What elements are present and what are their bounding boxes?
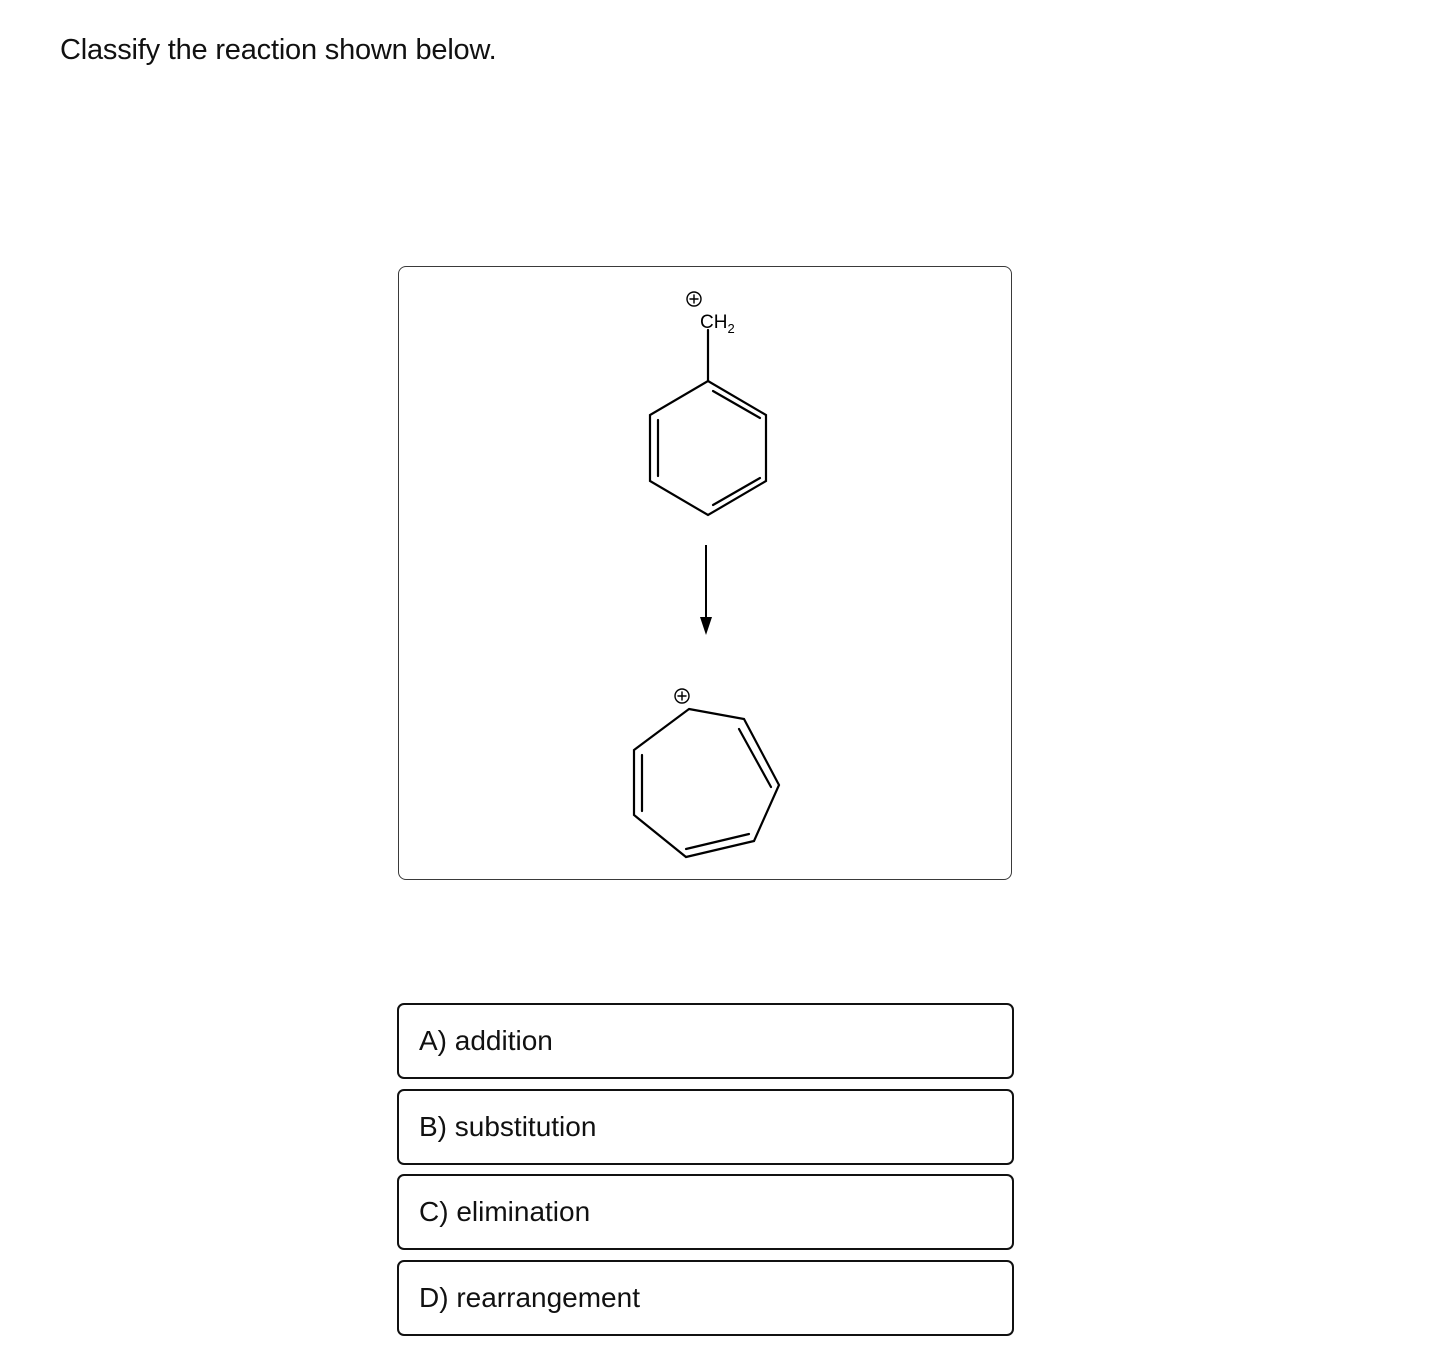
option-c-button[interactable]: C) elimination — [397, 1174, 1014, 1250]
benzene-double-bond-3 — [713, 478, 760, 505]
option-d-button[interactable]: D) rearrangement — [397, 1260, 1014, 1336]
tropylium-double-bond-2 — [686, 834, 749, 849]
product-charge-symbol — [675, 689, 689, 703]
benzene-ring — [650, 381, 766, 515]
question-prompt: Classify the reaction shown below. — [60, 34, 497, 66]
reaction-figure — [398, 266, 1012, 880]
reaction-diagram — [399, 267, 1013, 881]
option-b-button[interactable]: B) substitution — [397, 1089, 1014, 1165]
reactant-group-label: $CH_2$ — [700, 312, 735, 336]
benzene-double-bond-1 — [713, 391, 760, 418]
option-a-button[interactable]: A) addition — [397, 1003, 1014, 1079]
answer-options — [397, 1003, 1014, 1345]
product-tropylium-cation — [634, 689, 779, 857]
cycloheptatriene-ring — [634, 709, 779, 857]
reactant-charge-symbol — [687, 292, 701, 306]
reaction-arrow — [700, 545, 712, 635]
